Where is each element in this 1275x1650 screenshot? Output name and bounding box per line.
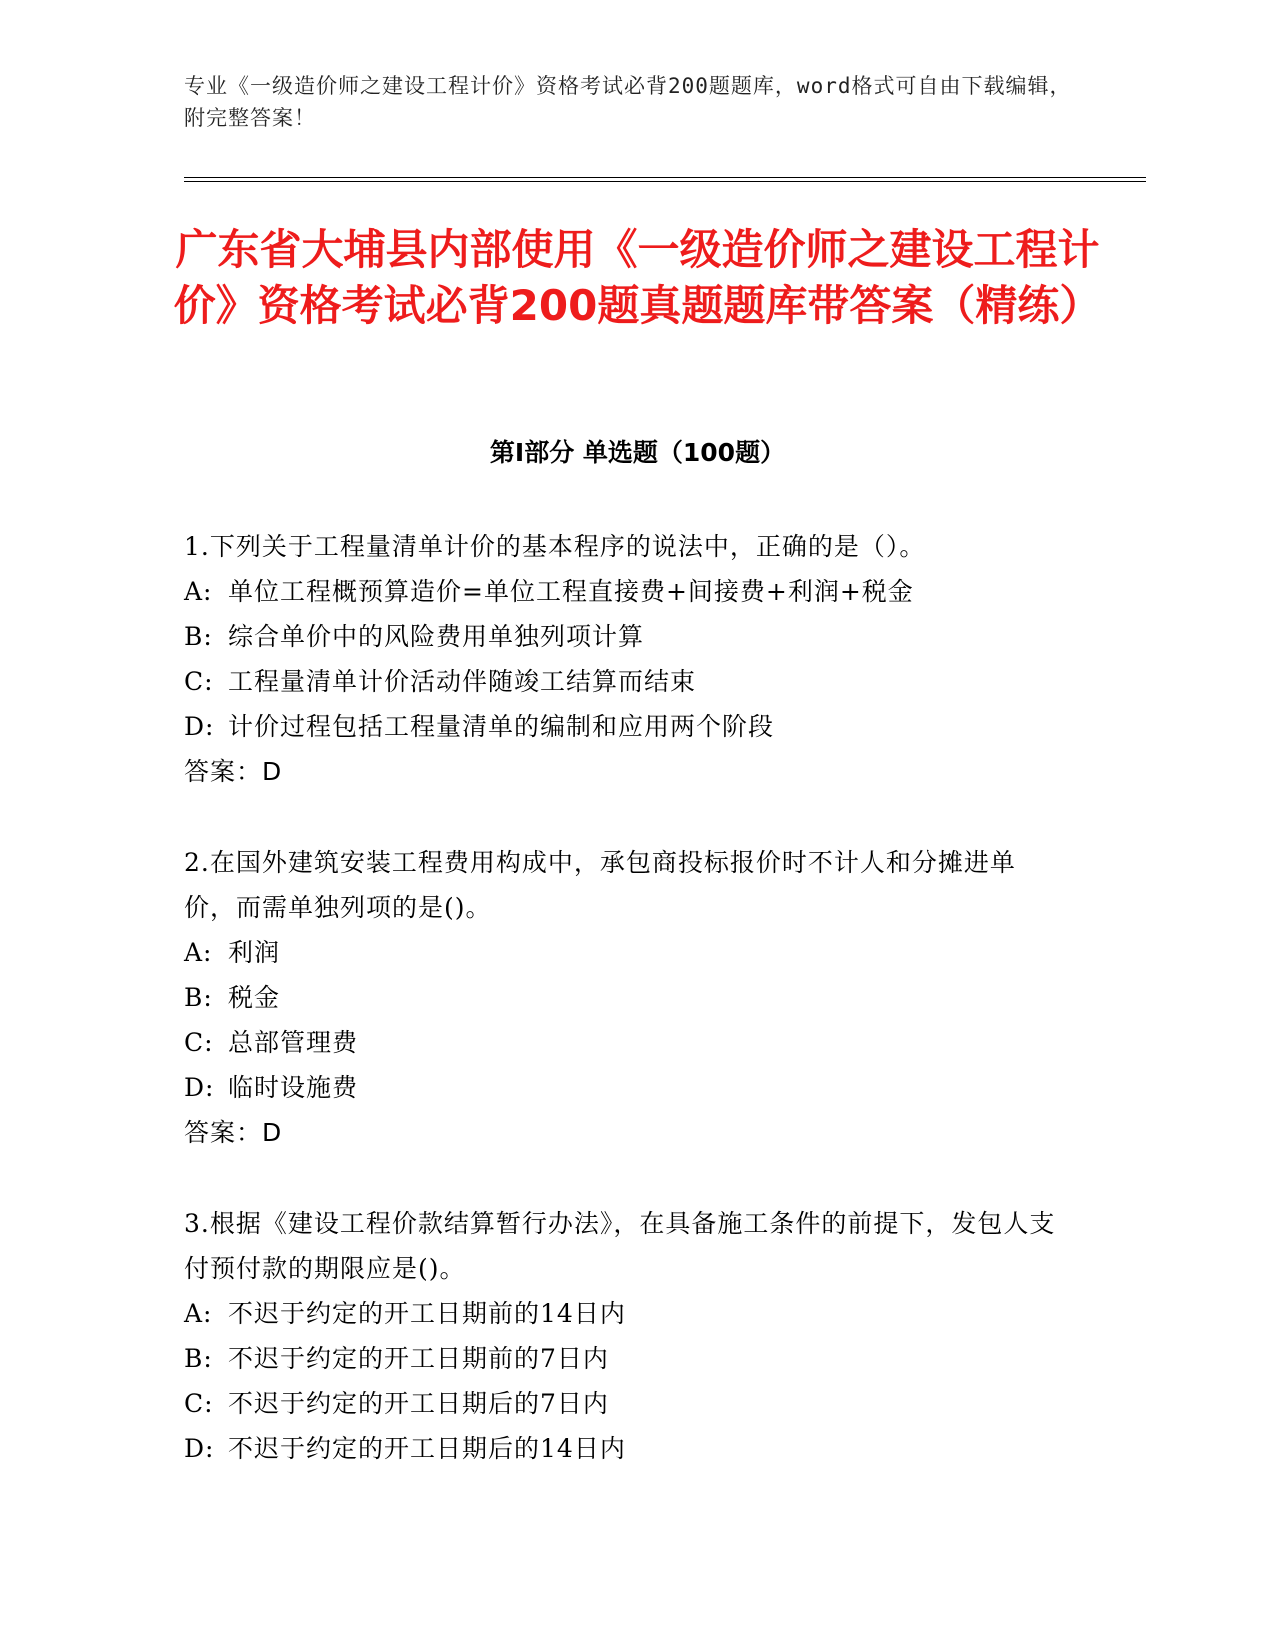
option-a: [184, 569, 1064, 614]
option-text: 单位工程概预算造价=单位工程直接费+间接费+利润+税金: [228, 577, 914, 606]
option-c: [184, 659, 1064, 704]
option-d: [184, 1065, 1064, 1110]
option-letter: D:: [184, 1073, 215, 1102]
option-letter: D:: [184, 1434, 215, 1463]
header-divider-top: [184, 177, 1146, 178]
option-b: [184, 1336, 1064, 1381]
question-stem: 2.在国外建筑安装工程费用构成中，承包商投标报价时不计人和分摊进单价，而需单独列项的是()。: [184, 848, 1016, 922]
option-text: 不迟于约定的开工日期后的7日内: [228, 1389, 609, 1418]
header-note: 专业《一级造价师之建设工程计价》资格考试必背200题题库，word格式可自由下载编辑，附完整答案！: [184, 74, 1072, 130]
option-b: [184, 614, 1064, 659]
option-letter: C:: [184, 1028, 214, 1057]
option-a: [184, 930, 1064, 975]
option-text: 税金: [228, 983, 281, 1012]
question-stem: 3.根据《建设工程价款结算暂行办法》，在具备施工条件的前提下，发包人支付预付款的期限应是()。: [184, 1209, 1056, 1283]
header-divider-bottom: [184, 181, 1146, 182]
option-letter: D:: [184, 712, 215, 741]
option-text: 不迟于约定的开工日期后的14日内: [228, 1434, 626, 1463]
option-text: 总部管理费: [228, 1028, 359, 1057]
option-letter: C:: [184, 667, 214, 696]
option-c: [184, 1381, 1064, 1426]
document-title: 广东省大埔县内部使用《一级造价师之建设工程计价》资格考试必背200题真题题库带答案（精练）: [173, 225, 1102, 330]
option-text: 工程量清单计价活动伴随竣工结算而结束: [228, 667, 697, 696]
section-heading: 第Ⅰ部分 单选题（100题）: [489, 438, 786, 467]
question-block: [184, 840, 1064, 1155]
option-d: [184, 704, 1064, 749]
option-letter: A:: [184, 938, 213, 967]
question-stem: 1.下列关于工程量清单计价的基本程序的说法中，正确的是（）。: [184, 532, 926, 561]
option-text: 综合单价中的风险费用单独列项计算: [228, 622, 645, 651]
option-letter: B:: [184, 622, 213, 651]
option-d: [184, 1426, 1064, 1471]
option-text: 利润: [228, 938, 281, 967]
option-letter: C:: [184, 1389, 214, 1418]
question-block: [184, 1201, 1064, 1471]
option-c: [184, 1020, 1064, 1065]
option-a: [184, 1291, 1064, 1336]
option-letter: A:: [184, 1299, 213, 1328]
option-letter: B:: [184, 983, 213, 1012]
option-b: [184, 975, 1064, 1020]
answer-line: 答案：D: [184, 1118, 283, 1147]
option-text: 不迟于约定的开工日期前的7日内: [228, 1344, 609, 1373]
option-letter: B:: [184, 1344, 213, 1373]
option-text: 临时设施费: [228, 1073, 359, 1102]
option-letter: A:: [184, 577, 213, 606]
option-text: 计价过程包括工程量清单的编制和应用两个阶段: [228, 712, 775, 741]
answer-line: 答案：D: [184, 757, 283, 786]
question-block: [184, 524, 1064, 794]
option-text: 不迟于约定的开工日期前的14日内: [228, 1299, 626, 1328]
